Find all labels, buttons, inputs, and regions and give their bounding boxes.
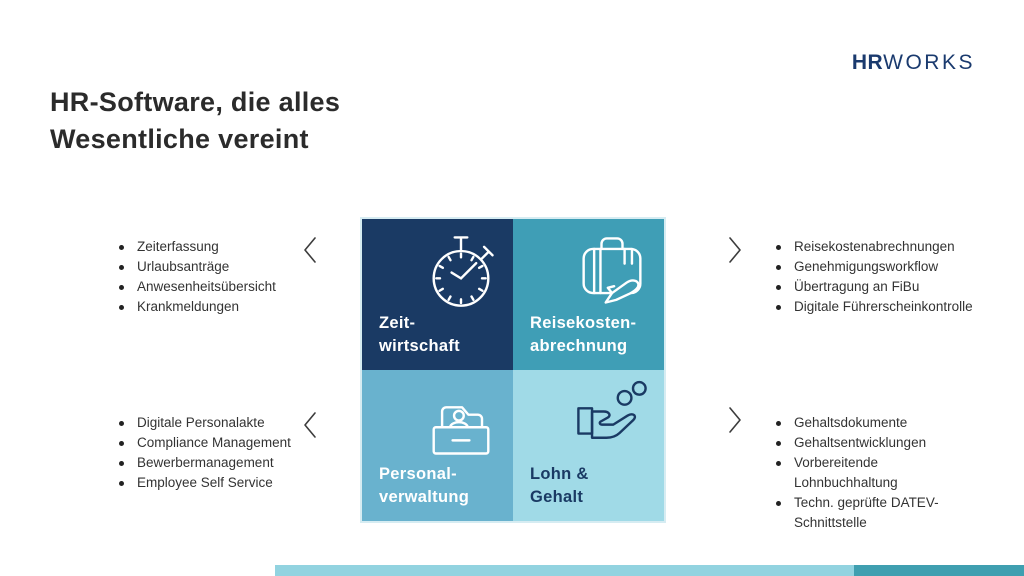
page-title <box>50 84 340 158</box>
quadrant-label: Lohn & Gehalt <box>530 465 589 506</box>
list-item: Zeiterfassung <box>104 237 324 257</box>
quadrant-label: Personal- verwaltung <box>379 465 470 506</box>
list-item: Bewerbermanagement <box>104 453 324 473</box>
archive-person-icon <box>419 380 503 464</box>
list-item: Übertragung an FiBu <box>761 277 973 297</box>
list-item: Digitale Personalakte <box>104 413 324 433</box>
logo-works: WORKS <box>883 51 975 74</box>
list-item: Compliance Management <box>104 433 324 453</box>
list-item: Vorbereitende Lohnbuchhaltung <box>761 453 973 493</box>
list-item: Reisekostenabrechnungen <box>761 237 973 257</box>
title-line-2: Wesentliche vereint <box>50 124 309 154</box>
chevron-left-icon <box>302 411 318 439</box>
list-item: Genehmigungsworkflow <box>761 257 973 277</box>
list-item: Gehaltsentwicklungen <box>761 433 973 453</box>
list-item: Digitale Führerscheinkontrolle <box>761 297 973 317</box>
chevron-right-icon <box>727 406 743 434</box>
quadrant-zeitwirtschaft <box>362 219 513 370</box>
list-item: Gehaltsdokumente <box>761 413 973 433</box>
module-grid <box>362 219 664 521</box>
list-item: Krankmeldungen <box>104 297 324 317</box>
suitcase-plane-icon <box>570 229 654 313</box>
reisekosten-feature-list <box>761 237 973 317</box>
zeitwirtschaft-feature-list <box>104 237 324 317</box>
quadrant-reisekosten <box>513 219 664 370</box>
bottom-bar-light <box>275 565 854 576</box>
quadrant-personalverwaltung <box>362 370 513 521</box>
quadrant-lohn-gehalt <box>513 370 664 521</box>
chevron-right-icon <box>727 236 743 264</box>
personalverwaltung-feature-list <box>104 413 324 493</box>
lohn-gehalt-feature-list <box>761 413 973 533</box>
list-item: Employee Self Service <box>104 473 324 493</box>
logo-hr: HR <box>851 51 884 74</box>
chevron-left-icon <box>302 236 318 264</box>
list-item: Techn. geprüfte DATEV-Schnittstelle <box>761 493 973 533</box>
hand-coins-icon <box>570 380 654 464</box>
title-line-1: HR-Software, die alles <box>50 87 341 117</box>
list-item: Anwesenheitsübersicht <box>104 277 324 297</box>
quadrant-label: Zeit- wirtschaft <box>379 314 460 355</box>
list-item: Urlaubsanträge <box>104 257 324 277</box>
hrworks-logo <box>852 51 975 75</box>
bottom-bar-dark <box>854 565 1024 576</box>
quadrant-label: Reisekosten- abrechnung <box>530 314 637 355</box>
stopwatch-icon <box>419 229 503 313</box>
